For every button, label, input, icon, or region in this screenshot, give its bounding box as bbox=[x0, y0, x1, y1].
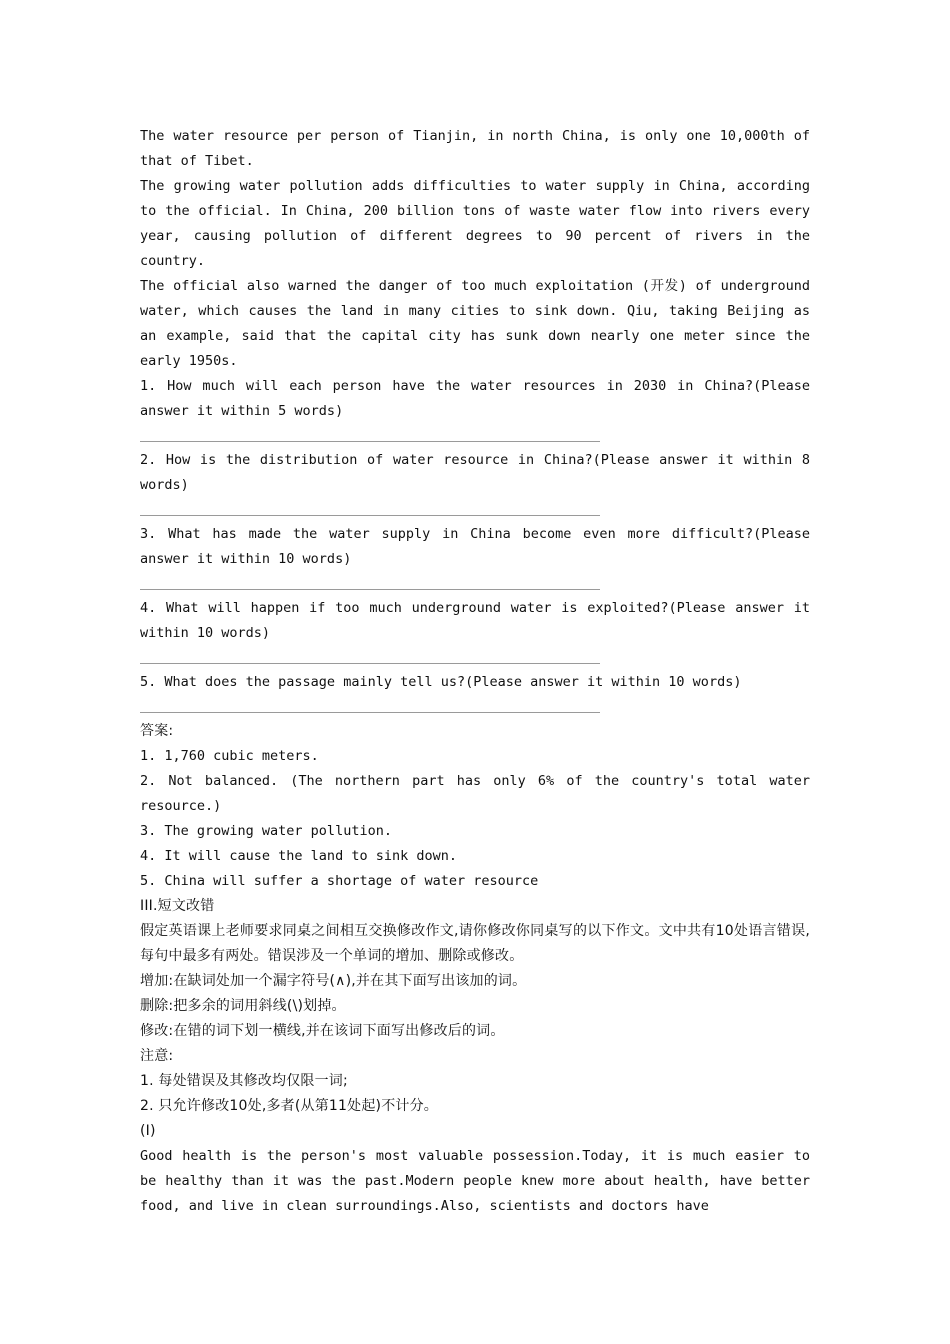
answer-3: 3. The growing water pollution. bbox=[140, 823, 392, 839]
answer-line-4 bbox=[140, 663, 600, 664]
question-3: 3. What has made the water supply in China become even more difficult?(Please answer it within 10 words) bbox=[140, 526, 810, 567]
note-1: 1. 每处错误及其修改均仅限一词; bbox=[140, 1073, 348, 1089]
passage-paragraph-1: The water resource per person of Tianjin, in north China, is only one 10,000th of that of Tibet. bbox=[140, 128, 810, 169]
instruction-add: 增加:在缺词处加一个漏字符号(∧),并在其下面写出该加的词。 bbox=[140, 973, 527, 989]
question-2: 2. How is the distribution of water resource in China?(Please answer it within 8 words) bbox=[140, 452, 810, 493]
answer-4: 4. It will cause the land to sink down. bbox=[140, 848, 457, 864]
answer-2: 2. Not balanced. (The northern part has only 6% of the country's total water resource.) bbox=[140, 773, 810, 814]
notes-heading: 注意: bbox=[140, 1048, 174, 1064]
passage-paragraph-3: The official also warned the danger of too much exploitation (开发) of underground water, which causes the land in many cities to sink down. Qiu, taking Beijing as an example, said that the capital city has sunk down nearly one meter since the early 1950s. bbox=[140, 278, 810, 369]
essay-label: (I) bbox=[140, 1123, 156, 1139]
document-body bbox=[140, 124, 810, 1219]
answer-line-5 bbox=[140, 712, 600, 713]
answer-5: 5. China will suffer a shortage of water resource bbox=[140, 873, 539, 889]
question-4: 4. What will happen if too much underground water is exploited?(Please answer it within 10 words) bbox=[140, 600, 810, 641]
note-2: 2. 只允许修改10处,多者(从第11处起)不计分。 bbox=[140, 1098, 439, 1114]
answer-line-3 bbox=[140, 589, 600, 590]
instruction-modify: 修改:在错的词下划一横线,并在该词下面写出修改后的词。 bbox=[140, 1023, 505, 1039]
instruction-delete: 删除:把多余的词用斜线(\)划掉。 bbox=[140, 998, 346, 1014]
passage-paragraph-2: The growing water pollution adds difficulties to water supply in China, according to the official. In China, 200 billion tons of waste water flow into rivers every year, causing pollution of different degrees to 90 percent of rivers in the country. bbox=[140, 178, 810, 269]
question-1: 1. How much will each person have the water resources in 2030 in China?(Please answer it within 5 words) bbox=[140, 378, 810, 419]
section-title: III.短文改错 bbox=[140, 898, 215, 914]
answers-heading: 答案: bbox=[140, 723, 174, 739]
answer-line-2 bbox=[140, 515, 600, 516]
question-5: 5. What does the passage mainly tell us?(Please answer it within 10 words) bbox=[140, 674, 742, 690]
answer-1: 1. 1,760 cubic meters. bbox=[140, 748, 319, 764]
essay-text: Good health is the person's most valuable possession.Today, it is much easier to be healthy than it was the past.Modern people knew more about health, have better food, and live in clean surroundings.Also, scientists and doctors have bbox=[140, 1148, 810, 1214]
answer-line-1 bbox=[140, 441, 600, 442]
instruction-main: 假定英语课上老师要求同桌之间相互交换修改作文,请你修改你同桌写的以下作文。文中共有10处语言错误,每句中最多有两处。错误涉及一个单词的增加、删除或修改。 bbox=[140, 923, 810, 964]
